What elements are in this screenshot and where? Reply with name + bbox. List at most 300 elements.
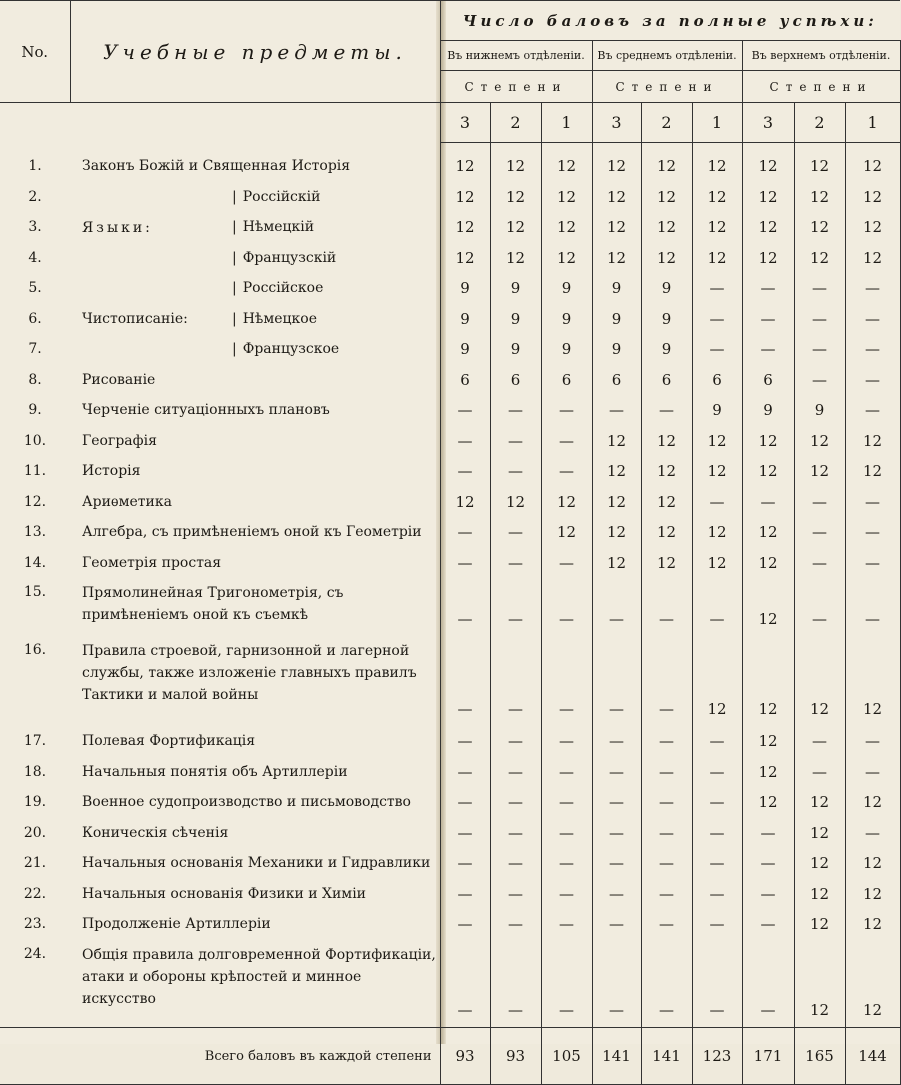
table-row	[0, 151, 900, 182]
grade-value: 12	[758, 218, 778, 237]
grade-value: 6	[561, 370, 572, 389]
grade-value: 12	[809, 915, 830, 934]
row-number: 12.	[23, 493, 47, 510]
grade-value: —	[760, 279, 776, 298]
subject-label: Французское	[242, 341, 340, 358]
grade-value: —	[609, 610, 624, 628]
grade-value: —	[659, 884, 674, 903]
subject-label: Алгебра, съ примѣненіемъ оной къ Геометріи	[82, 524, 422, 541]
grade-value: —	[508, 610, 523, 628]
grade-value: —	[760, 884, 776, 903]
grade-value: 12	[707, 700, 727, 718]
grade-value: 12	[455, 157, 475, 176]
grade-value: —	[659, 915, 674, 934]
grade-value: 12	[862, 1001, 883, 1019]
grade-value: —	[508, 700, 523, 718]
total-value: 141	[641, 1028, 692, 1085]
table-row	[0, 818, 900, 849]
grade-value: —	[865, 732, 881, 751]
subject-label: Французскій	[242, 249, 337, 266]
grade-value: 12	[809, 793, 830, 812]
subject-label: Россійскій	[242, 188, 321, 205]
grade-value: —	[559, 854, 574, 873]
grade-value: 12	[809, 157, 830, 176]
row-number: 8.	[28, 371, 42, 388]
grade-value: —	[659, 823, 674, 842]
degree-number: 3	[440, 103, 490, 143]
grade-value: 6	[712, 370, 722, 389]
grade-value: 12	[556, 187, 577, 206]
grade-value: 12	[758, 248, 778, 267]
grade-value: 12	[862, 884, 883, 903]
subject-group-label: Чистописаніе:	[82, 311, 188, 328]
grade-value: 12	[809, 462, 830, 481]
grade-value: —	[457, 823, 473, 842]
grade-value: —	[508, 793, 523, 812]
total-value: 171	[742, 1028, 794, 1085]
grade-value: 12	[758, 793, 778, 812]
grade-value: 12	[758, 732, 778, 751]
grade-value: 12	[758, 610, 778, 628]
grade-value: 12	[455, 187, 475, 206]
grade-value: —	[559, 732, 574, 751]
subject-label: Продолженіе Артиллеріи	[82, 916, 271, 933]
grade-value: 12	[656, 492, 677, 511]
grade-value: 12	[809, 187, 830, 206]
grade-value: —	[865, 823, 881, 842]
grade-value: 12	[505, 248, 526, 267]
grade-value: 12	[862, 793, 883, 812]
row-number: 1.	[28, 158, 42, 175]
grade-value: —	[709, 823, 725, 842]
subject-label: Общія правила долговременной Фортификаціи, атаки и обороны крѣпостей и минное искусство	[82, 946, 436, 1007]
total-label: Всего баловъ въ каждой степени	[70, 1028, 440, 1085]
row-number: 13.	[23, 524, 47, 541]
grade-value: —	[508, 1001, 523, 1019]
table-row	[0, 517, 900, 548]
table-row	[0, 636, 900, 726]
grade-value: —	[659, 610, 674, 628]
subject-label: Геометрія простая	[82, 554, 222, 571]
grade-value: —	[659, 762, 674, 781]
grade-value: 12	[758, 523, 778, 542]
grade-value: —	[659, 854, 674, 873]
grade-value: 9	[510, 309, 521, 328]
grade-value: 12	[606, 523, 627, 542]
grade-value: —	[709, 732, 725, 751]
subject-group-label: Языки:	[82, 219, 153, 236]
grade-value: —	[709, 762, 725, 781]
subject-label: Коническія сѣченія	[82, 824, 229, 841]
grade-value: 9	[611, 309, 622, 328]
grade-value: —	[812, 279, 827, 298]
grade-value: 12	[455, 248, 475, 267]
grade-value: 6	[611, 370, 622, 389]
table-row	[0, 426, 900, 457]
row-number: 23.	[23, 916, 47, 933]
row-number: 19.	[23, 794, 47, 811]
grade-value: 12	[809, 854, 830, 873]
grade-value: —	[865, 309, 881, 328]
grade-value: —	[865, 370, 881, 389]
grade-value: —	[559, 915, 574, 934]
grade-value: 6	[661, 370, 672, 389]
degrees-header: Степени	[440, 71, 592, 103]
grade-value: 12	[707, 523, 727, 542]
subject-label: Правила строевой, гарнизонной и лагерной службы, также изложеніе главныхъ правилъ Тактики и малой войны	[82, 643, 417, 703]
division-lower-header: Въ нижнемъ отдѣленіи.	[440, 41, 592, 71]
grade-value: —	[659, 732, 674, 751]
grade-value: 12	[505, 187, 526, 206]
grade-value: 12	[656, 187, 677, 206]
grade-value: —	[609, 401, 624, 420]
subject-label: Прямолинейная Тригонометрія, съ примѣненіемъ оной къ съемкѣ	[82, 585, 344, 623]
row-number: 20.	[23, 824, 47, 841]
grade-value: —	[659, 793, 674, 812]
grade-value: —	[457, 700, 473, 718]
grade-value: —	[865, 610, 881, 628]
grade-value: 12	[758, 553, 778, 572]
grade-value: 6	[763, 370, 773, 389]
grade-value: —	[508, 523, 523, 542]
subject-label: Исторія	[82, 463, 141, 480]
grade-value: 9	[661, 340, 672, 359]
table-row	[0, 243, 900, 274]
grade-value: 9	[561, 279, 572, 298]
grade-value: —	[609, 854, 624, 873]
grade-value: —	[559, 462, 574, 481]
grade-value: —	[457, 793, 473, 812]
grade-value: —	[508, 462, 523, 481]
grade-value: 12	[656, 462, 677, 481]
table-row	[0, 395, 900, 426]
table-row	[0, 365, 900, 396]
grade-value: 12	[556, 523, 577, 542]
grade-value: 9	[510, 279, 521, 298]
grade-value: 12	[656, 157, 677, 176]
table-row	[0, 848, 900, 879]
degrees-header: Степени	[592, 71, 742, 103]
subject-label: Полевая Фортификація	[82, 733, 256, 750]
grade-value: 12	[862, 187, 883, 206]
grade-value: —	[508, 823, 523, 842]
grade-value: —	[559, 431, 574, 450]
total-value: 105	[541, 1028, 592, 1085]
grade-value: —	[508, 884, 523, 903]
grade-value: 12	[809, 884, 830, 903]
grade-value: —	[559, 700, 574, 718]
total-value: 165	[794, 1028, 845, 1085]
subject-label: Начальныя основанія Механики и Гидравлики	[82, 855, 431, 872]
grade-value: 9	[611, 340, 622, 359]
grade-value: —	[760, 823, 776, 842]
degree-number: 3	[592, 103, 641, 143]
row-number: 17.	[23, 733, 47, 750]
subject-label: Черченіе ситуаціонныхъ плановъ	[82, 402, 330, 419]
brace-mark: |	[232, 341, 237, 358]
grade-value: 9	[561, 340, 572, 359]
grade-value: —	[865, 762, 881, 781]
grade-value: 9	[561, 309, 572, 328]
brace-mark: |	[232, 310, 237, 327]
grade-value: —	[709, 610, 725, 628]
grade-value: —	[760, 340, 776, 359]
grade-value: —	[457, 1001, 473, 1019]
subject-label: Нѣмецкій	[242, 219, 315, 236]
grade-value: —	[709, 884, 725, 903]
grade-value: —	[609, 884, 624, 903]
grade-value: —	[812, 553, 827, 572]
grade-value: —	[457, 854, 473, 873]
row-number: 3.	[28, 219, 42, 236]
grade-value: —	[812, 492, 827, 511]
grade-value: 12	[606, 462, 627, 481]
grade-value: —	[709, 340, 725, 359]
grade-value: 12	[862, 218, 883, 237]
table-row	[0, 940, 900, 1028]
grade-value: —	[559, 401, 574, 420]
row-number: 15.	[23, 584, 47, 600]
table-row	[0, 578, 900, 636]
row-number: 4.	[28, 249, 42, 266]
grade-value: 12	[707, 248, 727, 267]
grade-value: 12	[809, 431, 830, 450]
grade-value: —	[457, 401, 473, 420]
grade-value: 12	[606, 248, 627, 267]
grade-value: —	[865, 553, 881, 572]
grade-value: —	[709, 854, 725, 873]
total-value: 144	[845, 1028, 900, 1085]
grade-value: 12	[707, 462, 727, 481]
grade-value: 12	[606, 431, 627, 450]
row-number: 18.	[23, 763, 47, 780]
grade-value: —	[508, 401, 523, 420]
subject-label: Начальныя основанія Физики и Химіи	[82, 885, 367, 902]
grade-value: —	[508, 762, 523, 781]
grade-value: 12	[656, 523, 677, 542]
grade-value: 12	[707, 553, 727, 572]
table-row	[0, 456, 900, 487]
row-number: 6.	[28, 310, 42, 327]
division-upper-header: Въ верхнемъ отдѣленіи.	[742, 41, 900, 71]
grade-value: 12	[606, 492, 627, 511]
grade-value: —	[559, 1001, 574, 1019]
grade-value: —	[760, 1001, 776, 1019]
grade-value: —	[812, 732, 827, 751]
grade-value: 12	[556, 492, 577, 511]
grade-value: —	[760, 915, 776, 934]
grade-value: —	[812, 370, 827, 389]
degree-number: 1	[845, 103, 900, 143]
degrees-header: Степени	[742, 71, 900, 103]
grade-value: —	[457, 762, 473, 781]
total-value: 93	[490, 1028, 541, 1085]
table-row	[0, 273, 900, 304]
grade-value: 12	[455, 218, 475, 237]
degree-number: 2	[794, 103, 845, 143]
degree-number: 1	[541, 103, 592, 143]
grade-value: 12	[606, 157, 627, 176]
points-header: Число баловъ за полные успѣхи:	[440, 1, 900, 41]
grade-value: 12	[862, 157, 883, 176]
subject-label: Ариѳметика	[82, 493, 172, 510]
subject-label: Законъ Божій и Священная Исторія	[82, 158, 351, 175]
grade-value: 12	[758, 462, 778, 481]
grade-value: —	[559, 823, 574, 842]
grade-value: 12	[606, 553, 627, 572]
table-row	[0, 334, 900, 365]
table-row	[0, 487, 900, 518]
grade-value: —	[709, 1001, 725, 1019]
grade-value: —	[709, 915, 725, 934]
division-middle-header: Въ среднемъ отдѣленіи.	[592, 41, 742, 71]
grade-value: —	[709, 279, 725, 298]
grade-value: —	[508, 732, 523, 751]
grade-value: —	[812, 610, 827, 628]
degree-number: 1	[692, 103, 742, 143]
total-row	[0, 1028, 900, 1085]
grade-value: 12	[656, 218, 677, 237]
grade-value: 12	[862, 462, 883, 481]
grade-value: 12	[707, 218, 727, 237]
grade-value: —	[865, 401, 881, 420]
grade-value: —	[457, 523, 473, 542]
grade-value: —	[457, 431, 473, 450]
subject-label: Нѣмецкое	[242, 310, 318, 327]
grade-value: 12	[656, 248, 677, 267]
grade-value: —	[865, 492, 881, 511]
grade-value: —	[709, 309, 725, 328]
row-number: 10.	[23, 432, 47, 449]
grade-value: —	[760, 492, 776, 511]
grade-value: —	[609, 732, 624, 751]
grade-value: —	[559, 884, 574, 903]
brace-mark: |	[232, 188, 237, 205]
grade-value: —	[865, 340, 881, 359]
subject-label: Военное судопроизводство и письмоводство	[82, 794, 411, 811]
grade-value: 12	[862, 431, 883, 450]
subject-label: Начальныя понятія объ Артиллеріи	[82, 763, 348, 780]
row-number: 22.	[23, 885, 47, 902]
row-number: 21.	[23, 855, 47, 872]
table-row	[0, 726, 900, 757]
grade-value: 9	[814, 401, 825, 420]
grade-value: 12	[707, 431, 727, 450]
subject-label: Рисованіе	[82, 371, 156, 388]
total-value: 141	[592, 1028, 641, 1085]
grade-value: 9	[460, 309, 470, 328]
row-number: 7.	[28, 341, 42, 358]
grade-value: —	[609, 700, 624, 718]
grade-value: 12	[758, 762, 778, 781]
no-header: No.	[0, 1, 70, 103]
grade-value: 12	[809, 823, 830, 842]
grade-value: —	[812, 309, 827, 328]
subject-label: Географія	[82, 432, 157, 449]
grade-value: —	[760, 854, 776, 873]
grade-value: —	[508, 431, 523, 450]
grade-value: —	[559, 762, 574, 781]
grade-value: —	[709, 492, 725, 511]
grade-value: —	[457, 915, 473, 934]
grade-value: —	[609, 915, 624, 934]
table-row	[0, 548, 900, 579]
degree-number: 2	[641, 103, 692, 143]
grade-value: —	[812, 340, 827, 359]
grade-value: 12	[606, 218, 627, 237]
grade-value: —	[457, 462, 473, 481]
row-number: 14.	[23, 554, 47, 571]
grade-value: —	[609, 823, 624, 842]
grade-value: 9	[661, 309, 672, 328]
grade-value: 12	[862, 854, 883, 873]
grade-value: 12	[809, 218, 830, 237]
row-number: 11.	[23, 463, 47, 480]
grade-value: 9	[460, 340, 470, 359]
grade-value: 12	[862, 248, 883, 267]
grade-value: 6	[460, 370, 470, 389]
brace-mark: |	[232, 280, 237, 297]
grade-value: —	[457, 553, 473, 572]
table-row	[0, 787, 900, 818]
grade-value: 12	[656, 431, 677, 450]
grade-value: 12	[862, 915, 883, 934]
grade-value: 12	[758, 157, 778, 176]
grade-value: —	[457, 884, 473, 903]
total-value: 93	[440, 1028, 490, 1085]
grade-value: 9	[763, 401, 773, 420]
grade-value: 12	[556, 157, 577, 176]
grade-value: 9	[712, 401, 722, 420]
grade-value: —	[508, 854, 523, 873]
grade-value: 12	[455, 492, 475, 511]
grade-value: 12	[505, 218, 526, 237]
row-number: 5.	[28, 280, 42, 297]
grade-value: —	[760, 309, 776, 328]
grade-value: 12	[809, 248, 830, 267]
grade-value: 12	[556, 248, 577, 267]
grade-value: —	[559, 553, 574, 572]
grade-value: —	[812, 762, 827, 781]
grade-value: 9	[460, 279, 470, 298]
grade-value: 12	[862, 700, 883, 718]
grade-value: —	[709, 793, 725, 812]
degree-number: 2	[490, 103, 541, 143]
grade-value: 12	[758, 700, 778, 718]
grade-value: —	[609, 762, 624, 781]
grade-value: —	[609, 1001, 624, 1019]
grade-value: 12	[707, 157, 727, 176]
grade-value: 12	[707, 187, 727, 206]
grade-value: —	[659, 1001, 674, 1019]
grade-value: 12	[758, 431, 778, 450]
row-number: 2.	[28, 188, 42, 205]
grade-value: 9	[611, 279, 622, 298]
brace-mark: |	[232, 249, 237, 266]
grade-value: 12	[556, 218, 577, 237]
grade-value: —	[559, 610, 574, 628]
grade-value: —	[865, 279, 881, 298]
subject-label: Россійское	[242, 280, 324, 297]
grade-value: —	[609, 793, 624, 812]
grade-value: —	[865, 523, 881, 542]
grade-value: —	[659, 401, 674, 420]
table-row	[0, 879, 900, 910]
grade-value: —	[457, 732, 473, 751]
grade-value: 12	[758, 187, 778, 206]
grade-value: 12	[505, 157, 526, 176]
brace-mark: |	[232, 219, 237, 236]
